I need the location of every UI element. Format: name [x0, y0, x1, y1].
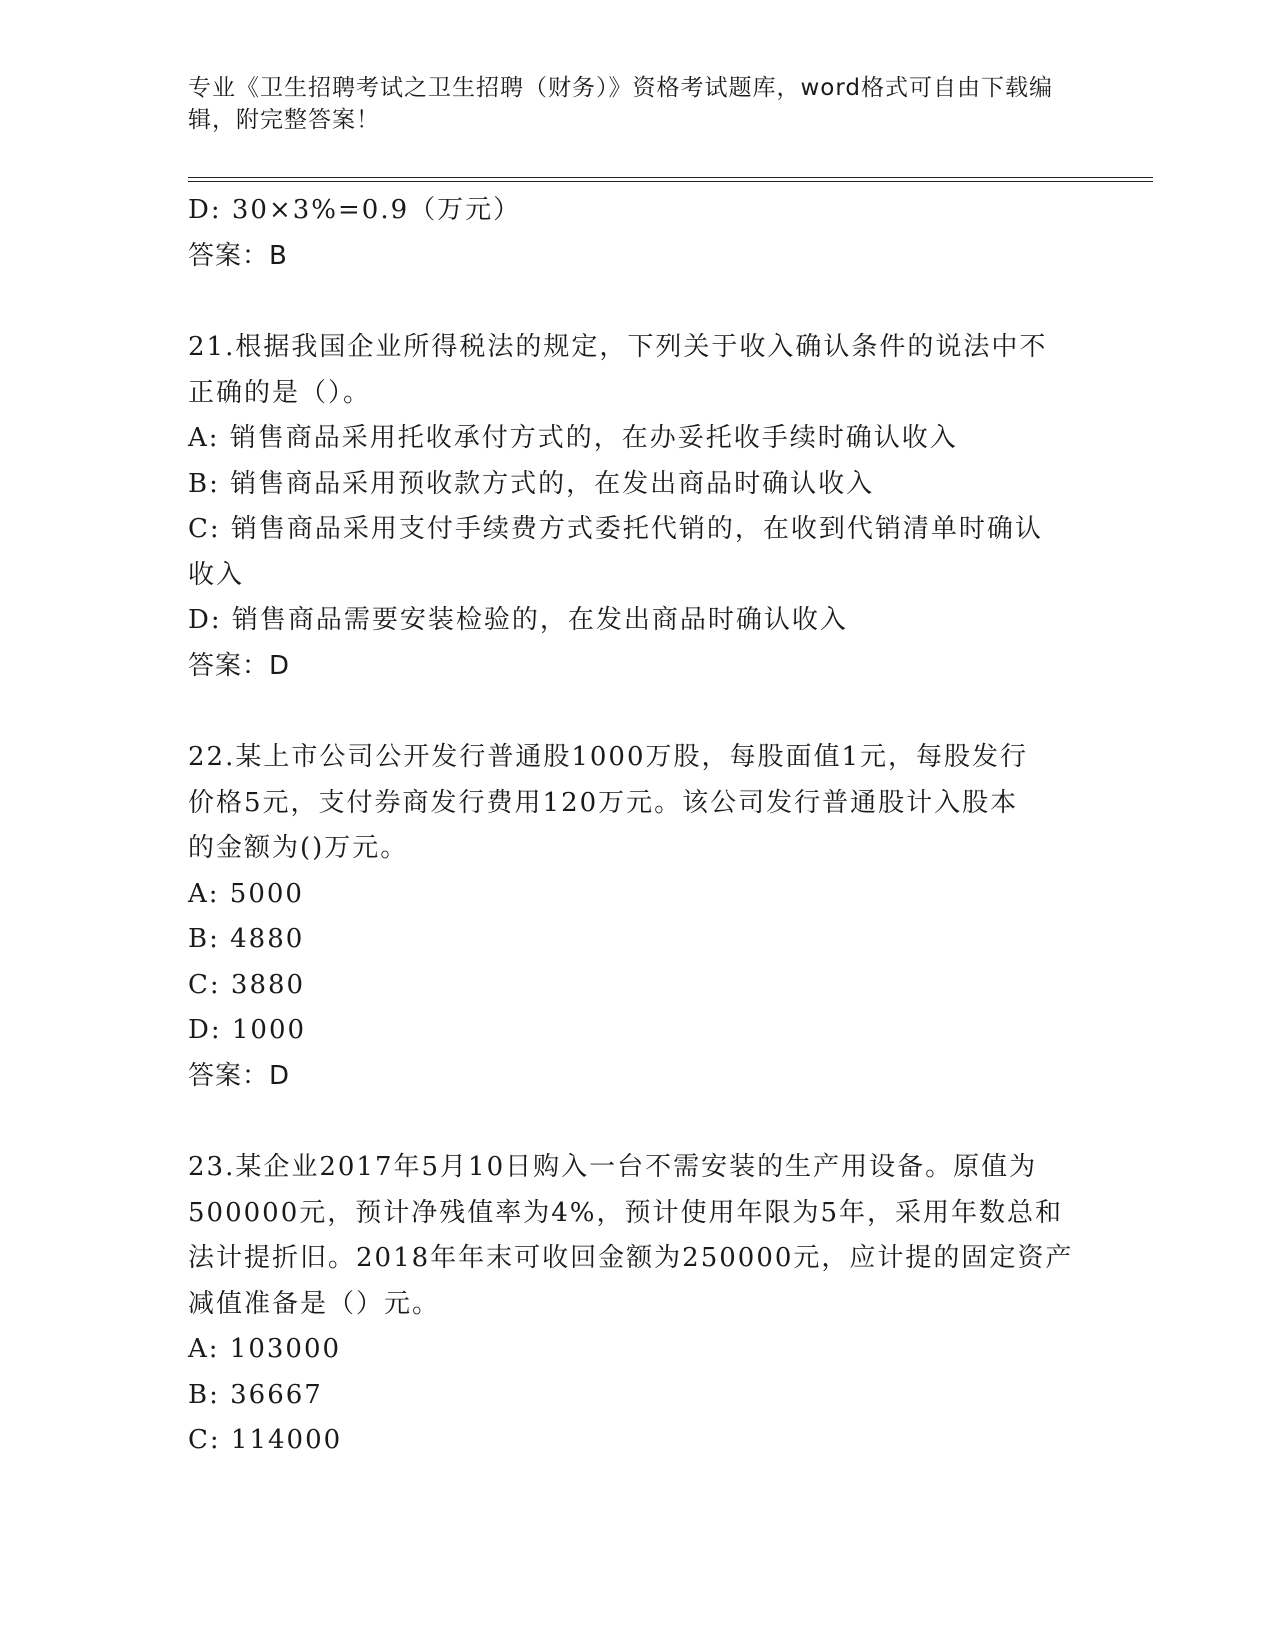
question-stem: 500000元，预计净残值率为4%，预计使用年限为5年，采用年数总和	[188, 1197, 1064, 1228]
option-c: C: 114000	[188, 1425, 343, 1455]
question-22	[188, 735, 1078, 1099]
question-content	[188, 188, 1078, 1464]
option-a: A: 103000	[188, 1334, 342, 1364]
question-stem: 23.某企业2017年5月10日购入一台不需安装的生产用设备。原值为	[188, 1152, 1038, 1182]
option-a: A: 销售商品采用托收承付方式的，在办妥托收手续时确认收入	[188, 423, 958, 453]
page-header	[188, 72, 1088, 136]
option-b: B: 销售商品采用预收款方式的，在发出商品时确认收入	[188, 468, 875, 499]
document-title: 专业《卫生招聘考试之卫生招聘（财务）》资格考试题库，word格式可自由下载编辑，附完整答案！	[188, 75, 1054, 133]
option-b: B: 4880	[188, 924, 305, 954]
question-23	[188, 1145, 1078, 1464]
question-stem: 22.某上市公司公开发行普通股1000万股，每股面值1元，每股发行	[188, 742, 1029, 772]
option-a: A: 5000	[188, 878, 304, 909]
option-d: D: 销售商品需要安装检验的，在发出商品时确认收入	[188, 605, 848, 635]
option-c: C: 3880	[188, 969, 306, 1000]
header-divider	[188, 177, 1153, 182]
answer: 答案：D	[188, 650, 291, 681]
question-stem: 法计提折旧。2018年年末可收回金额为250000元，应计提的固定资产	[188, 1243, 1074, 1273]
spacer	[188, 279, 1078, 325]
option-c: 收入	[188, 559, 245, 590]
option-d: D: 30×3%=0.9（万元）	[188, 195, 522, 225]
question-21	[188, 325, 1078, 689]
option-c: C: 销售商品采用支付手续费方式委托代销的，在收到代销清单时确认	[188, 514, 1043, 544]
spacer	[188, 689, 1078, 735]
option-d: D: 1000	[188, 1015, 307, 1045]
question-stem: 21.根据我国企业所得税法的规定，下列关于收入确认条件的说法中不	[188, 332, 1048, 362]
answer: 答案：D	[188, 1060, 291, 1091]
previous-question-tail	[188, 188, 1078, 279]
option-b: B: 36667	[188, 1379, 323, 1410]
spacer	[188, 1099, 1078, 1145]
question-stem: 减值准备是（）元。	[188, 1288, 441, 1319]
question-stem: 价格5元，支付券商发行费用120万元。该公司发行普通股计入股本	[188, 787, 1019, 818]
answer: 答案：B	[188, 240, 288, 271]
question-stem: 的金额为()万元。	[188, 833, 409, 863]
question-stem: 正确的是（）。	[188, 377, 372, 408]
